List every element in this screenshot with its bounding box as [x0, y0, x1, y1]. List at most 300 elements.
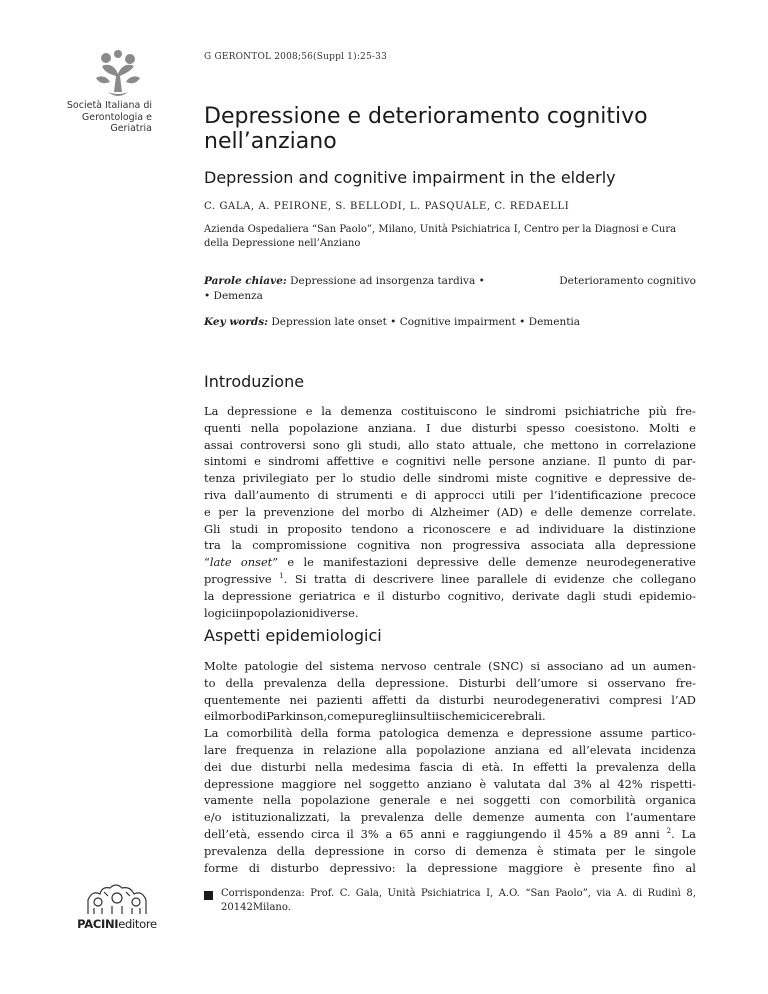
word: soggetto	[369, 776, 420, 791]
word: de-	[677, 471, 696, 486]
word: correlazione	[624, 437, 696, 452]
word: dell’umore	[515, 675, 578, 690]
word: affettive	[326, 454, 375, 469]
word: riva	[204, 487, 227, 502]
word: disturbo	[270, 860, 319, 875]
word: depressione	[221, 588, 292, 603]
word: patologie	[244, 659, 299, 673]
word: C.	[339, 888, 351, 899]
word: a	[407, 521, 414, 536]
word: sistema	[329, 659, 375, 673]
word: con	[539, 793, 561, 808]
affiliation-line: della Depressione nell’Anziano	[204, 238, 361, 249]
word: di	[632, 888, 643, 899]
word: depressivo:	[329, 860, 396, 875]
word: è	[536, 843, 544, 858]
word: età.	[481, 759, 504, 774]
word: fre-	[675, 675, 696, 690]
word: lare	[204, 742, 227, 757]
footnote-line	[221, 901, 696, 915]
word: pazienti	[316, 692, 363, 707]
word: demenze	[525, 555, 578, 570]
word: alla	[594, 538, 616, 553]
text-line	[204, 792, 696, 809]
word: valutata	[493, 776, 541, 791]
word: e	[400, 487, 408, 502]
word: progressiva	[452, 538, 521, 553]
word: fascia	[419, 759, 454, 774]
word: gli	[346, 437, 362, 452]
word: tenza	[204, 471, 236, 486]
word: tendono	[351, 521, 399, 536]
journal-citation: G GERONTOL 2008;56(Suppl 1):25-33	[204, 52, 387, 62]
text-line	[204, 692, 696, 709]
keyword-term: Deterioramento cognitivo	[559, 275, 696, 287]
word: Gala,	[355, 888, 383, 899]
word: progressive	[204, 571, 272, 586]
word: che	[612, 571, 633, 586]
word: medesima	[351, 759, 411, 774]
publisher-logo	[82, 880, 152, 916]
introduction-paragraph	[204, 403, 696, 621]
text-line	[204, 759, 696, 776]
word: depressione	[427, 860, 498, 875]
word: la	[321, 404, 332, 418]
text-line	[204, 453, 696, 470]
word: le	[634, 843, 646, 858]
word: La	[204, 404, 219, 418]
word: depressione	[204, 776, 274, 791]
word: cognitivi	[395, 454, 446, 469]
word: come	[327, 709, 358, 724]
word: demenza	[447, 726, 499, 741]
word: sindromi	[438, 471, 489, 486]
word: nella	[250, 420, 279, 435]
publisher-name	[72, 917, 162, 931]
text-line	[204, 437, 696, 454]
word: anziana	[494, 742, 540, 757]
word: disturbi	[471, 420, 517, 435]
word: manifestazioni	[323, 555, 408, 570]
word: e	[204, 504, 211, 519]
word: popolazioni	[246, 605, 313, 620]
word: e	[594, 471, 602, 486]
word: disturbi	[438, 692, 485, 707]
word: e	[381, 454, 389, 469]
word: e	[254, 454, 261, 469]
article-title-line: Depressione e deterioramento cognitivo	[204, 104, 648, 129]
word: e	[363, 588, 370, 603]
word: privilegiato	[242, 471, 309, 486]
text-line	[204, 860, 696, 877]
word: nei	[456, 793, 474, 808]
word: depressione	[227, 404, 297, 418]
word: istituzionalizzati,	[231, 810, 330, 825]
word: e	[506, 726, 514, 741]
word: tra	[204, 538, 221, 553]
word: anni	[420, 826, 446, 841]
word: un	[631, 659, 647, 673]
word: della	[276, 843, 305, 858]
keywords-italian-label: Parole chiave:	[204, 275, 287, 287]
text-line	[204, 420, 696, 437]
word: par-	[672, 454, 696, 469]
word: due	[440, 420, 462, 435]
word: stimata	[553, 843, 597, 858]
word: descrivere	[372, 571, 434, 586]
word: I	[426, 420, 431, 435]
word: e	[287, 555, 295, 570]
word: lo	[342, 471, 353, 486]
text-line	[204, 725, 696, 742]
word: cerebrali.	[489, 709, 546, 724]
word: generale	[379, 793, 431, 808]
word: epidemio-	[639, 588, 696, 603]
word: assai	[204, 437, 233, 452]
word: proposito	[287, 521, 342, 536]
text-line	[204, 588, 696, 605]
word: partico-	[651, 726, 696, 741]
word: 20142	[221, 902, 253, 913]
word: in	[235, 605, 247, 620]
word: si	[587, 675, 598, 690]
word: essendo	[257, 826, 305, 841]
word: nel	[343, 776, 362, 791]
word: A.	[616, 888, 628, 899]
word: evidenze	[553, 571, 605, 586]
section-heading-aspetti-epidemiologici: Aspetti epidemiologici	[204, 626, 382, 645]
word: insulti	[399, 709, 436, 724]
society-name-line: Società Italiana di	[66, 100, 152, 111]
correspondence-footnote	[221, 887, 696, 915]
word: in	[605, 437, 617, 452]
word: l’identificazione	[550, 487, 643, 502]
word: pure	[357, 709, 385, 724]
text-line	[204, 571, 696, 588]
word: relazione	[323, 742, 377, 757]
footnote-bullet	[204, 891, 213, 900]
word: non	[420, 538, 443, 553]
word: di	[461, 759, 473, 774]
word: Paolo”,	[555, 888, 591, 899]
word: dei	[204, 759, 222, 774]
word: incidenza	[640, 742, 696, 757]
word: prevalenza	[263, 675, 327, 690]
word: al	[599, 776, 610, 791]
word: 8,	[686, 888, 696, 899]
text-line	[204, 809, 696, 826]
footnote-line	[221, 887, 696, 901]
word: onset”	[240, 555, 279, 570]
word: di	[248, 860, 260, 875]
word: “San	[525, 888, 550, 899]
word: per	[522, 487, 543, 502]
word: prevalenza	[360, 810, 425, 825]
society-name-line: Gerontologia e	[81, 111, 152, 123]
word: 42%	[617, 776, 643, 791]
word: nella	[314, 759, 343, 774]
word: e	[305, 404, 313, 418]
word: il	[210, 709, 219, 724]
word: controversi	[240, 437, 306, 452]
word: la	[406, 860, 417, 875]
word: utili	[492, 487, 515, 502]
word: disturbo	[392, 588, 441, 603]
word: depressione	[626, 538, 696, 553]
word: La	[204, 726, 219, 741]
word: fre-	[675, 404, 696, 418]
word: l’AD	[671, 692, 696, 707]
word: logici	[204, 605, 236, 620]
word: prevalenza	[204, 843, 268, 858]
word: neurodegenerativi	[493, 692, 600, 707]
word: dagli	[566, 588, 596, 603]
word: I,	[486, 888, 494, 899]
word: mettono	[551, 437, 599, 452]
text-line	[204, 826, 696, 843]
word: forma	[336, 726, 371, 741]
word: il	[346, 826, 354, 841]
word: morbo	[218, 709, 256, 724]
keyword-term: Depressione ad insorgenza tardiva •	[290, 275, 485, 287]
word: riconoscere	[423, 521, 491, 536]
word: disturbi	[260, 759, 306, 774]
word: aumen-	[652, 659, 696, 673]
word: di	[415, 487, 427, 502]
word: anziana.	[367, 420, 417, 435]
word: di	[255, 709, 267, 724]
section-heading-introduzione: Introduzione	[204, 372, 305, 391]
word: la	[576, 759, 587, 774]
word: soggetti	[483, 793, 531, 808]
publisher-name-bold: PACINI	[77, 917, 119, 931]
word: all’elevata	[572, 742, 632, 757]
word: derivate	[511, 588, 560, 603]
word: quentemente	[204, 692, 281, 707]
word: che	[523, 437, 544, 452]
word: popolazione	[416, 742, 486, 757]
word: affetti	[371, 692, 407, 707]
keywords-english	[204, 315, 696, 330]
word: maggiore	[281, 776, 337, 791]
word: correlate.	[639, 504, 696, 519]
word: punto	[613, 454, 647, 469]
word: più	[648, 404, 667, 418]
word: per	[315, 471, 336, 486]
word: rispetti-	[650, 776, 696, 791]
word: (AD)	[496, 504, 523, 519]
affiliation	[204, 223, 696, 251]
word: popolazione	[300, 793, 370, 808]
word: tratta	[313, 571, 347, 586]
word: Disturbi	[458, 675, 506, 690]
word: Si	[294, 571, 307, 586]
word: per	[218, 504, 238, 519]
word: assume	[599, 726, 644, 741]
word: osservano	[607, 675, 666, 690]
word: depressione.	[375, 675, 449, 690]
word: La	[681, 826, 696, 841]
word: stato	[436, 437, 465, 452]
text-line	[204, 605, 696, 622]
word: la	[245, 504, 256, 519]
word: di	[455, 843, 467, 858]
word: compresi	[608, 692, 662, 707]
word: della	[300, 726, 329, 741]
word: Psichiatrica	[421, 888, 481, 899]
word: la	[231, 538, 242, 553]
word: sono	[312, 437, 340, 452]
word: in	[393, 843, 405, 858]
word: precoce	[650, 487, 696, 502]
word: vamente	[204, 793, 254, 808]
word: 65	[399, 826, 414, 841]
word: depressive	[416, 555, 479, 570]
text-line	[204, 554, 696, 571]
word: e	[530, 504, 538, 519]
word: studi	[602, 588, 632, 603]
word: persone	[488, 454, 535, 469]
word: organica	[645, 793, 696, 808]
word: Gli	[204, 521, 221, 536]
word: spesso	[526, 420, 565, 435]
text-line	[204, 487, 696, 504]
word: e	[452, 826, 460, 841]
word: (SNC)	[488, 659, 524, 673]
word: studi	[229, 521, 259, 536]
word: sintomi	[204, 454, 247, 469]
word: prevalenza	[595, 759, 659, 774]
word: è	[573, 860, 581, 875]
word: cognitive	[534, 471, 588, 486]
word: popolazione	[288, 420, 359, 435]
word: si	[530, 659, 540, 673]
word: attuale,	[472, 437, 517, 452]
word: Molte	[204, 659, 238, 673]
word: comorbilità	[569, 793, 636, 808]
word: Milano.	[252, 902, 291, 913]
word: quenti	[204, 420, 241, 435]
word: demenze	[580, 504, 633, 519]
word: di	[317, 487, 329, 502]
word: ischemici	[435, 709, 490, 724]
word: to	[204, 675, 216, 690]
word: Il	[597, 454, 606, 469]
word: del	[341, 504, 360, 519]
word: la	[204, 588, 215, 603]
word: il	[553, 826, 561, 841]
epidemiology-paragraph	[204, 658, 696, 876]
word: gli	[384, 709, 400, 724]
keywords-italian	[204, 274, 696, 304]
word: demenze	[472, 810, 525, 825]
word: “late	[204, 555, 232, 570]
society-name-line: Geriatria	[110, 123, 152, 134]
keyword-term: • Demenza	[204, 290, 263, 302]
word: dell’età,	[204, 826, 251, 841]
word: alla	[385, 742, 407, 757]
word: demenza	[475, 843, 528, 858]
word: depressione	[521, 726, 592, 741]
word: in	[267, 521, 279, 536]
word: dal	[548, 776, 567, 791]
word: 45%	[567, 826, 593, 841]
word: nella	[262, 793, 292, 808]
word: 3%	[573, 776, 592, 791]
article-title-line: nell’anziano	[204, 129, 337, 154]
word: centrale	[433, 659, 482, 673]
word: delle	[488, 555, 517, 570]
word: e	[499, 521, 507, 536]
word: allo	[408, 437, 430, 452]
word: Unità	[387, 888, 416, 899]
word: studio	[360, 471, 396, 486]
word: delle	[544, 504, 573, 519]
keywords-english-terms: Depression late onset • Cognitive impairment • Dementia	[271, 316, 581, 328]
word: due	[230, 759, 252, 774]
word: comorbilità	[226, 726, 293, 741]
word: distinzione	[632, 521, 696, 536]
text-line	[204, 742, 696, 759]
word: con	[595, 810, 616, 825]
text-line	[204, 658, 696, 675]
author-list: C. GALA, A. PEIRONE, S. BELLODI, L. PASQUALE, C. REDAELLI	[204, 201, 570, 212]
word: Prof.	[310, 888, 335, 899]
word: associano	[546, 659, 604, 673]
word: individuare	[538, 521, 605, 536]
word: della	[337, 675, 366, 690]
word: parallele	[476, 571, 528, 586]
word: anziane.	[542, 454, 591, 469]
word: fino	[652, 860, 675, 875]
word: corso	[414, 843, 446, 858]
word: 89	[613, 826, 628, 841]
article-title	[204, 104, 696, 154]
publisher-name-light: editore	[118, 917, 157, 931]
word: e	[439, 793, 447, 808]
word: Corrispondenza:	[221, 888, 305, 899]
word: delle	[434, 810, 463, 825]
word: $^2$.	[666, 826, 675, 841]
word: depressive	[608, 471, 671, 486]
word: del	[305, 659, 323, 673]
text-line	[204, 843, 696, 860]
word: collegano	[640, 571, 696, 586]
word: via	[596, 888, 612, 899]
word: studi,	[368, 437, 401, 452]
word: le	[485, 404, 497, 418]
article-title-english: Depression and cognitive impairment in the elderly	[204, 168, 616, 187]
word: Alzheimer	[430, 504, 489, 519]
word: la	[613, 521, 624, 536]
word: di	[411, 504, 423, 519]
word: associata	[530, 538, 585, 553]
text-line	[204, 470, 696, 487]
word: sindromi	[268, 454, 320, 469]
word: ad	[610, 659, 625, 673]
word: In	[512, 759, 525, 774]
word: compromissione	[252, 538, 347, 553]
word: e	[204, 709, 211, 724]
word: morbo	[366, 504, 405, 519]
word: e	[689, 420, 696, 435]
word: raggiungendo	[465, 826, 547, 841]
word: linee	[441, 571, 470, 586]
text-line	[204, 537, 696, 554]
word: anziano	[426, 776, 472, 791]
text-line	[204, 521, 696, 538]
word: delle	[402, 471, 431, 486]
